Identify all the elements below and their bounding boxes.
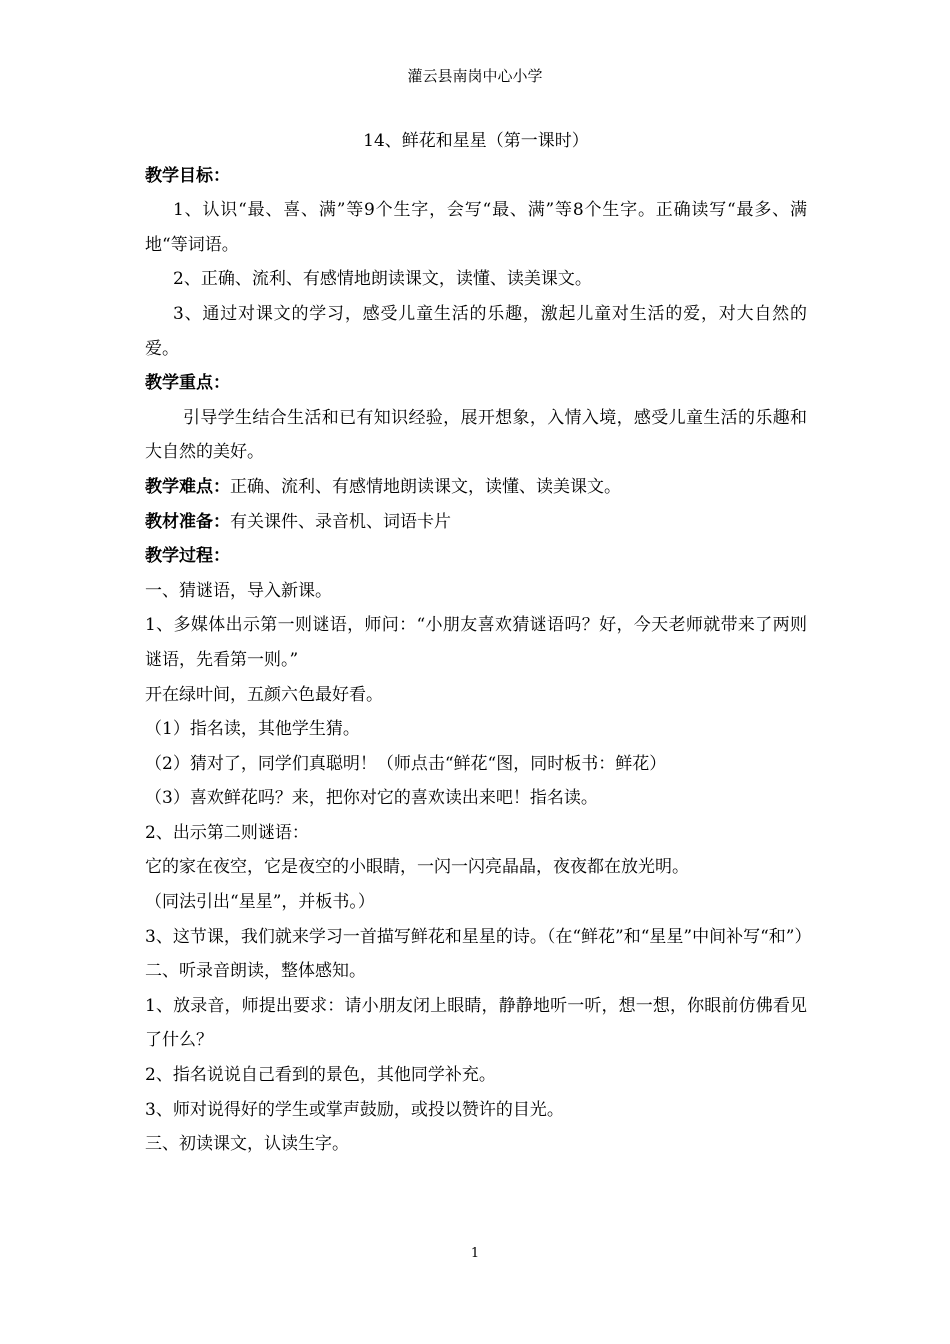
process-step: 1、多媒体出示第一则谜语，师问：“小朋友喜欢猜谜语吗？好，今天老师就带来了两则谜语，先看第一则。” (145, 615, 807, 670)
process-step: 一、猜谜语，导入新课。 (145, 580, 332, 601)
difficulty-heading: 教学难点： (145, 476, 230, 497)
process-step: （2）猜对了，同学们真聪明！（师点击“鲜花“图，同时板书：鲜花） (145, 753, 667, 774)
process-step: 2、出示第二则谜语： (145, 822, 309, 843)
process-step: 3、这节课，我们就来学习一首描写鲜花和星星的诗。（在“鲜花”和“星星”中间补写“和”） (145, 926, 812, 947)
process-step: 它的家在夜空，它是夜空的小眼睛，一闪一闪亮晶晶，夜夜都在放光明。 (145, 857, 689, 878)
materials-heading: 教材准备： (145, 511, 230, 532)
goal-2: 2、正确、流利、有感情地朗读课文，读懂、读美课文。 (173, 269, 592, 290)
process-step: 开在绿叶间，五颜六色最好看。 (145, 684, 383, 705)
difficulty-line (145, 470, 807, 505)
process-step: （3）喜欢鲜花吗？来，把你对它的喜欢读出来吧！指名读。 (145, 788, 598, 809)
process-step: 3、师对说得好的学生或掌声鼓励，或投以赞许的目光。 (145, 1099, 564, 1120)
process-step: 1、放录音，师提出要求：请小朋友闭上眼睛，静静地听一听，想一想，你眼前仿佛看见了什么？ (145, 995, 807, 1051)
document-body (145, 124, 812, 1162)
lesson-title: 14、鲜花和星星（第一课时） (363, 131, 589, 151)
process-step: 三、初读课文，认读生字。 (145, 1134, 349, 1155)
process-step: 二、听录音朗读，整体感知。 (145, 961, 366, 982)
process-step: （1）指名读，其他学生猜。 (145, 719, 360, 740)
goal-3: 3、通过对课文的学习，感受儿童生活的乐趣，激起儿童对生活的爱，对大自然的爱。 (145, 303, 807, 359)
goal-1: 1、认识“最、喜、满”等9个生字，会写“最、满”等8个生字。正确读写“最多、满地“等词语。 (145, 200, 807, 255)
materials-line (145, 505, 807, 540)
key-points-heading: 教学重点： (145, 373, 230, 394)
process-heading: 教学过程： (145, 546, 230, 567)
goals-heading: 教学目标： (145, 165, 230, 186)
page-number: 1 (470, 1246, 480, 1261)
materials-text: 有关课件、录音机、词语卡片 (230, 511, 451, 532)
page-header: 灌云县南岗中心小学 (407, 67, 543, 85)
difficulty-text: 正确、流利、有感情地朗读课文，读懂、读美课文。 (230, 476, 621, 497)
process-step: （同法引出“星星”，并板书。） (145, 892, 375, 913)
process-step: 2、指名说说自己看到的景色，其他同学补充。 (145, 1065, 496, 1086)
key-points-text: 引导学生结合生活和已有知识经验，展开想象，入情入境，感受儿童生活的乐趣和大自然的美好。 (145, 407, 807, 463)
